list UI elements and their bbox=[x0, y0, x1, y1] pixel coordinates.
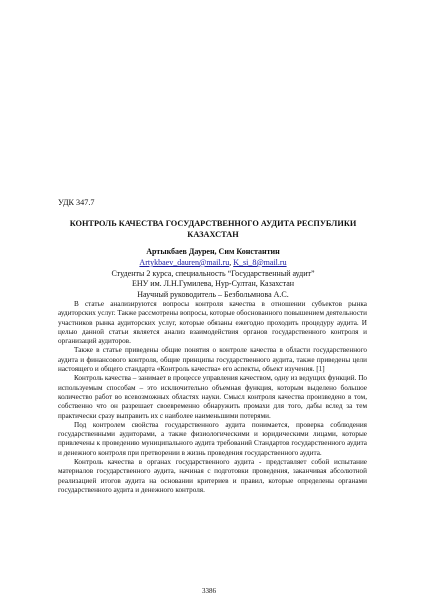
affiliation-university: ЕНУ им. Л.Н.Гумилева, Нур-Султан, Казахстан bbox=[131, 279, 295, 289]
article-body bbox=[58, 300, 367, 495]
author-names: Артыкбаев Даурен, Сим Константин bbox=[146, 247, 280, 256]
author-block bbox=[58, 247, 368, 301]
email-link-first[interactable]: Artykbaev_dauren@mail.ru bbox=[139, 257, 230, 267]
supervisor: Научный руководитель – Безбольмнова А.С. bbox=[137, 290, 289, 300]
email-separator: , bbox=[229, 257, 234, 267]
paragraph-audit-bodies: Контроль качества в органах государственного аудита - представляет собой испытание материалов государственного аудита, начиная с подготовки проведения, заканчивая абсолютной реализацией итогов аудита на основании критериев и правил, которые определены органами государственного аудита и денежного контроля. bbox=[58, 458, 367, 494]
affiliation-students: Студенты 2 курса, специальность “Государственный аудит” bbox=[111, 268, 315, 278]
udk-code: УДК 347.7 bbox=[58, 198, 95, 207]
article-title: КОНТРОЛЬ КАЧЕСТВА ГОСУДАРСТВЕННОГО АУДИТА РЕСПУБЛИКИ КАЗАХСТАН bbox=[69, 219, 357, 239]
paragraph-abstract: В статье анализируются вопросы контроля качества в отношении субъектов рынка аудиторских услуг. Также рассмотрены вопросы, которые обоснованного повышением деятельности участников рынка аудиторских услуг, которые обязаны ежегодно проходить процедуру аудита. И целью данной статьи является анализ взаимодействия органов государственного контроля и организаций аудиторов. bbox=[58, 300, 367, 346]
paragraph-quality-control: Контроль качества – занимает в процессе управления качеством, одну из ведущих функций. По используемым способам – это исключительно объемная функция, которым выделено большое количество работ во всевозможных областях науки. Смысл контроля качества произведено в том, собственно что он разрешает своевременно обнаружить промахи для того, дабы вслед за тем практически сразу выправить их с наиболее наименьшими потерями. bbox=[58, 374, 367, 420]
email-link-second[interactable]: K_si_8@mail.ru bbox=[233, 257, 287, 267]
paragraph-concepts: Также в статье приведены общие понятия о контроле качества в области государственного аудита и финансового контроля, общие принципы государственного аудита, также приведены цели настоящего и общего стандарта «Контроль качества» его аспекты, объект изучения. [1] bbox=[58, 346, 367, 374]
author-emails bbox=[58, 258, 368, 269]
page-number: 3386 bbox=[202, 587, 216, 595]
paragraph-state-audit: Под контролем свойства государственного аудита понимается, проверка соблюдения государственными аудиторами, а также физиологическими и юридическими лицами, которые привлечены к проведению муниципального аудита требований Стандартов государственного аудита и денежного контроля при претворении в жизнь проведения государственного аудита. bbox=[58, 420, 367, 457]
